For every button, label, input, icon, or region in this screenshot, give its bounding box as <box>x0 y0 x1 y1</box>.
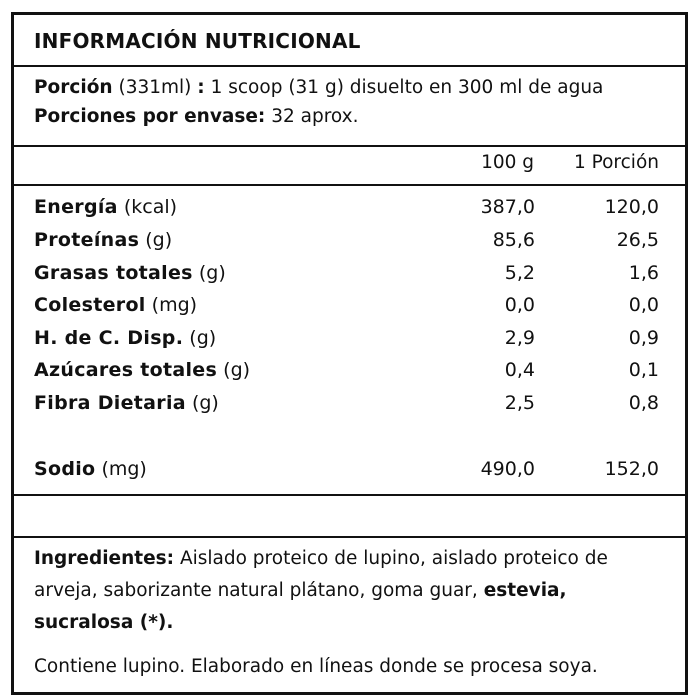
nutrient-unit: (mg) <box>151 294 198 316</box>
nutrient-value-100g: 490,0 <box>480 458 535 480</box>
ingredients-label: Ingredientes: <box>34 548 175 569</box>
nutrient-row-grasas-totales <box>14 262 685 292</box>
nutrient-name: Energía <box>34 196 118 218</box>
nutrient-name: Proteínas <box>34 229 140 251</box>
nutrient-value-serving: 0,9 <box>628 327 659 349</box>
nutrient-row-sodio <box>14 458 685 488</box>
servings-per-container-value: 32 aprox. <box>271 106 359 127</box>
ingredients-sweetener-2: sucralosa (*). <box>34 612 174 633</box>
ingredients-sweetener-1: estevia, <box>483 580 567 601</box>
column-header-100g: 100 g <box>481 152 534 173</box>
nutrient-row-proteinas <box>14 229 685 259</box>
nutrient-value-serving: 1,6 <box>628 262 659 284</box>
column-header-serving: 1 Porción <box>573 152 659 173</box>
nutrient-name: Colesterol <box>34 294 146 316</box>
serving-colon: : <box>197 77 205 98</box>
serving-label: Porción <box>34 77 113 98</box>
nutrient-row-hc-disp <box>14 327 685 357</box>
nutrient-name: H. de C. Disp. <box>34 327 184 349</box>
nutrient-value-100g: 85,6 <box>492 229 535 251</box>
nutrient-value-serving: 0,0 <box>628 294 659 316</box>
divider-columns <box>14 184 685 186</box>
nutrient-unit: (g) <box>145 229 173 251</box>
nutrient-row-fibra-dietaria <box>14 392 685 422</box>
divider-serving <box>14 145 685 147</box>
nutrient-value-serving: 152,0 <box>604 458 659 480</box>
nutrient-unit: (kcal) <box>123 196 178 218</box>
nutrient-name: Azúcares totales <box>34 359 218 381</box>
panel-title: INFORMACIÓN NUTRICIONAL <box>34 29 361 53</box>
nutrient-value-100g: 0,0 <box>504 294 535 316</box>
nutrient-value-serving: 0,8 <box>628 392 659 414</box>
nutrient-value-100g: 2,9 <box>504 327 535 349</box>
nutrient-name: Grasas totales <box>34 262 193 284</box>
nutrient-value-100g: 387,0 <box>480 196 535 218</box>
nutrient-unit: (mg) <box>101 458 147 480</box>
ingredients-paragraph <box>34 543 667 639</box>
nutrient-row-azucares-totales <box>14 359 685 389</box>
serving-volume: (331ml) <box>118 77 192 98</box>
nutrient-value-100g: 5,2 <box>504 262 535 284</box>
nutrient-name: Sodio <box>34 458 96 480</box>
serving-size-line <box>34 77 603 98</box>
nutrient-value-serving: 120,0 <box>604 196 659 218</box>
nutrient-value-serving: 26,5 <box>616 229 659 251</box>
ingredients-text: Aislado proteico de lupino, aislado proteico de arveja, saborizante natural plátano, goma guar, <box>34 548 608 601</box>
divider-nutrients <box>14 494 685 496</box>
servings-per-container-label: Porciones por envase: <box>34 106 266 127</box>
nutrient-name: Fibra Dietaria <box>34 392 186 414</box>
nutrient-row-colesterol <box>14 294 685 324</box>
nutrient-unit: (g) <box>223 359 251 381</box>
divider-empty-row <box>14 536 685 538</box>
nutrient-unit: (g) <box>191 392 219 414</box>
nutrient-value-serving: 0,1 <box>628 359 659 381</box>
allergen-note: Contiene lupino. Elaborado en líneas donde se procesa soya. <box>34 656 598 677</box>
nutrient-row-energia <box>14 196 685 226</box>
nutrient-value-100g: 0,4 <box>504 359 535 381</box>
divider-title <box>14 65 685 67</box>
serving-description: 1 scoop (31 g) disuelto en 300 ml de agua <box>210 77 604 98</box>
nutrient-unit: (g) <box>198 262 226 284</box>
nutrition-facts-panel <box>11 12 688 695</box>
servings-per-container-line <box>34 106 359 127</box>
nutrient-value-100g: 2,5 <box>504 392 535 414</box>
nutrient-unit: (g) <box>189 327 217 349</box>
